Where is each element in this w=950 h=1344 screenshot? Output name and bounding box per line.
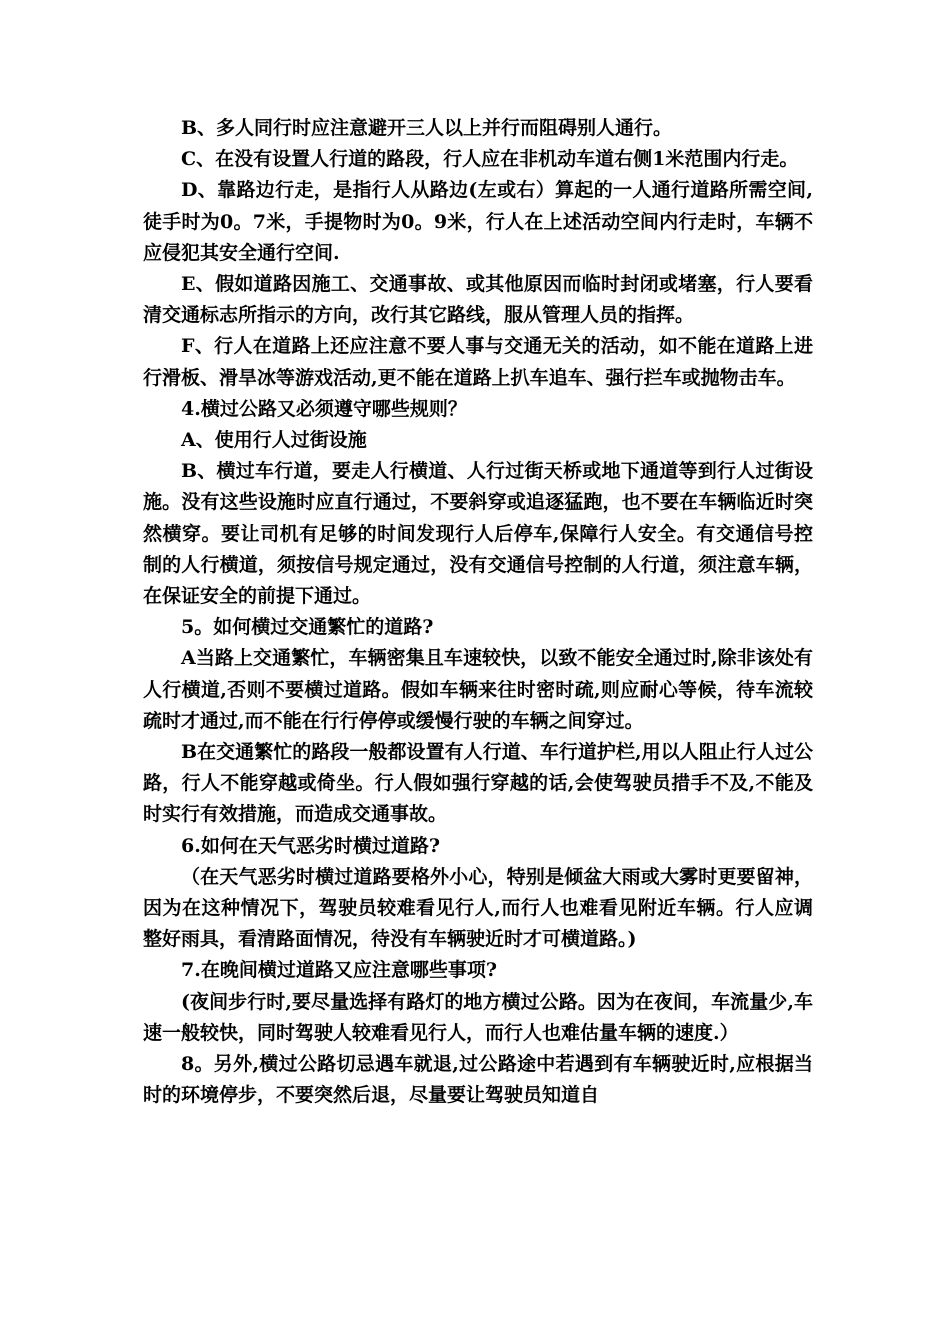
paragraph-rule-b: B、多人同行时应注意避开三人以上并行而阻碍别人通行。 [181,117,673,139]
paragraph-item-8: 8。另外,横过公路切忌遇车就退,过公路途中若遇到有车辆驶近时,应根据当时的环境停步，不要突然后退，尽量要让驾驶员知道自 [143,1053,813,1107]
paragraph-q4-b: B、横过车行道，要走人行横道、人行过街天桥或地下通道等到行人过街设施。没有这些设施时应直行通过，不要斜穿或追逐猛跑，也不要在车辆临近时突然横穿。要让司机有足够的时间发现行人后停车,保障行人安全。有交通信号控制的人行横道，须按信号规定通过，没有交通信号控制的人行道，须注意车辆，在保证安全的前提下通过。 [143,460,813,608]
paragraph-rule-f: F、行人在道路上还应注意不要人事与交通无关的活动，如不能在道路上进行滑板、滑旱冰等游戏活动,更不能在道路上扒车追车、强行拦车或抛物击车。 [143,335,813,389]
heading-question-7: 7.在晚间横过道路又应注意哪些事项? [181,959,497,982]
document-body [143,113,813,1112]
paragraph-q7-answer: (夜间步行时,要尽量选择有路灯的地方横过公路。因为在夜间，车流量少,车速一般较快，同时驾驶人较难看见行人，而行人也难估量车辆的速度.） [143,990,813,1044]
paragraph-q5-b: B在交通繁忙的路段一般都设置有人行道、车行道护栏,用以人阻止行人过公路，行人不能穿越或倚坐。行人假如强行穿越的话,会使驾驶员措手不及,不能及时实行有效措施，而造成交通事故。 [143,741,813,826]
paragraph-rule-e: E、假如道路因施工、交通事故、或其他原因而临时封闭或堵塞，行人要看清交通标志所指示的方向，改行其它路线，服从管理人员的指挥。 [143,273,813,327]
heading-question-4: 4.横过公路又必须遵守哪些规则？ [181,397,467,420]
paragraph-q5-a: A当路上交通繁忙，车辆密集且车速较快，以致不能安全通过时,除非该处有人行横道,否则不要横过道路。假如车辆来往时密时疏,则应耐心等候，待车流较疏时才通过,而不能在行行停停或缓慢行驶的车辆之间穿过。 [143,647,813,732]
paragraph-q6-answer: （在天气恶劣时横过道路要格外小心，特别是倾盆大雨或大雾时更要留神，因为在这种情况下，驾驶员较难看见行人,而行人也难看见附近车辆。行人应调整好雨具，看清路面情况，待没有车辆驶近时才可横道路。) [143,865,813,951]
paragraph-rule-c: C、在没有设置人行道的路段，行人应在非机动车道右侧1米范围内行走。 [181,148,799,171]
paragraph-q4-a: A、使用行人过街设施 [181,429,367,452]
paragraph-rule-d: D、靠路边行走，是指行人从路边(左或右）算起的一人通行道路所需空间,徒手时为0。7米，手提物时为0。9米，行人在上述活动空间内行走时，车辆不应侵犯其安全通行空间. [143,179,813,264]
heading-question-6: 6.如何在天气恶劣时横过道路? [181,834,440,857]
heading-question-5: 5。如何横过交通繁忙的道路? [181,616,434,639]
